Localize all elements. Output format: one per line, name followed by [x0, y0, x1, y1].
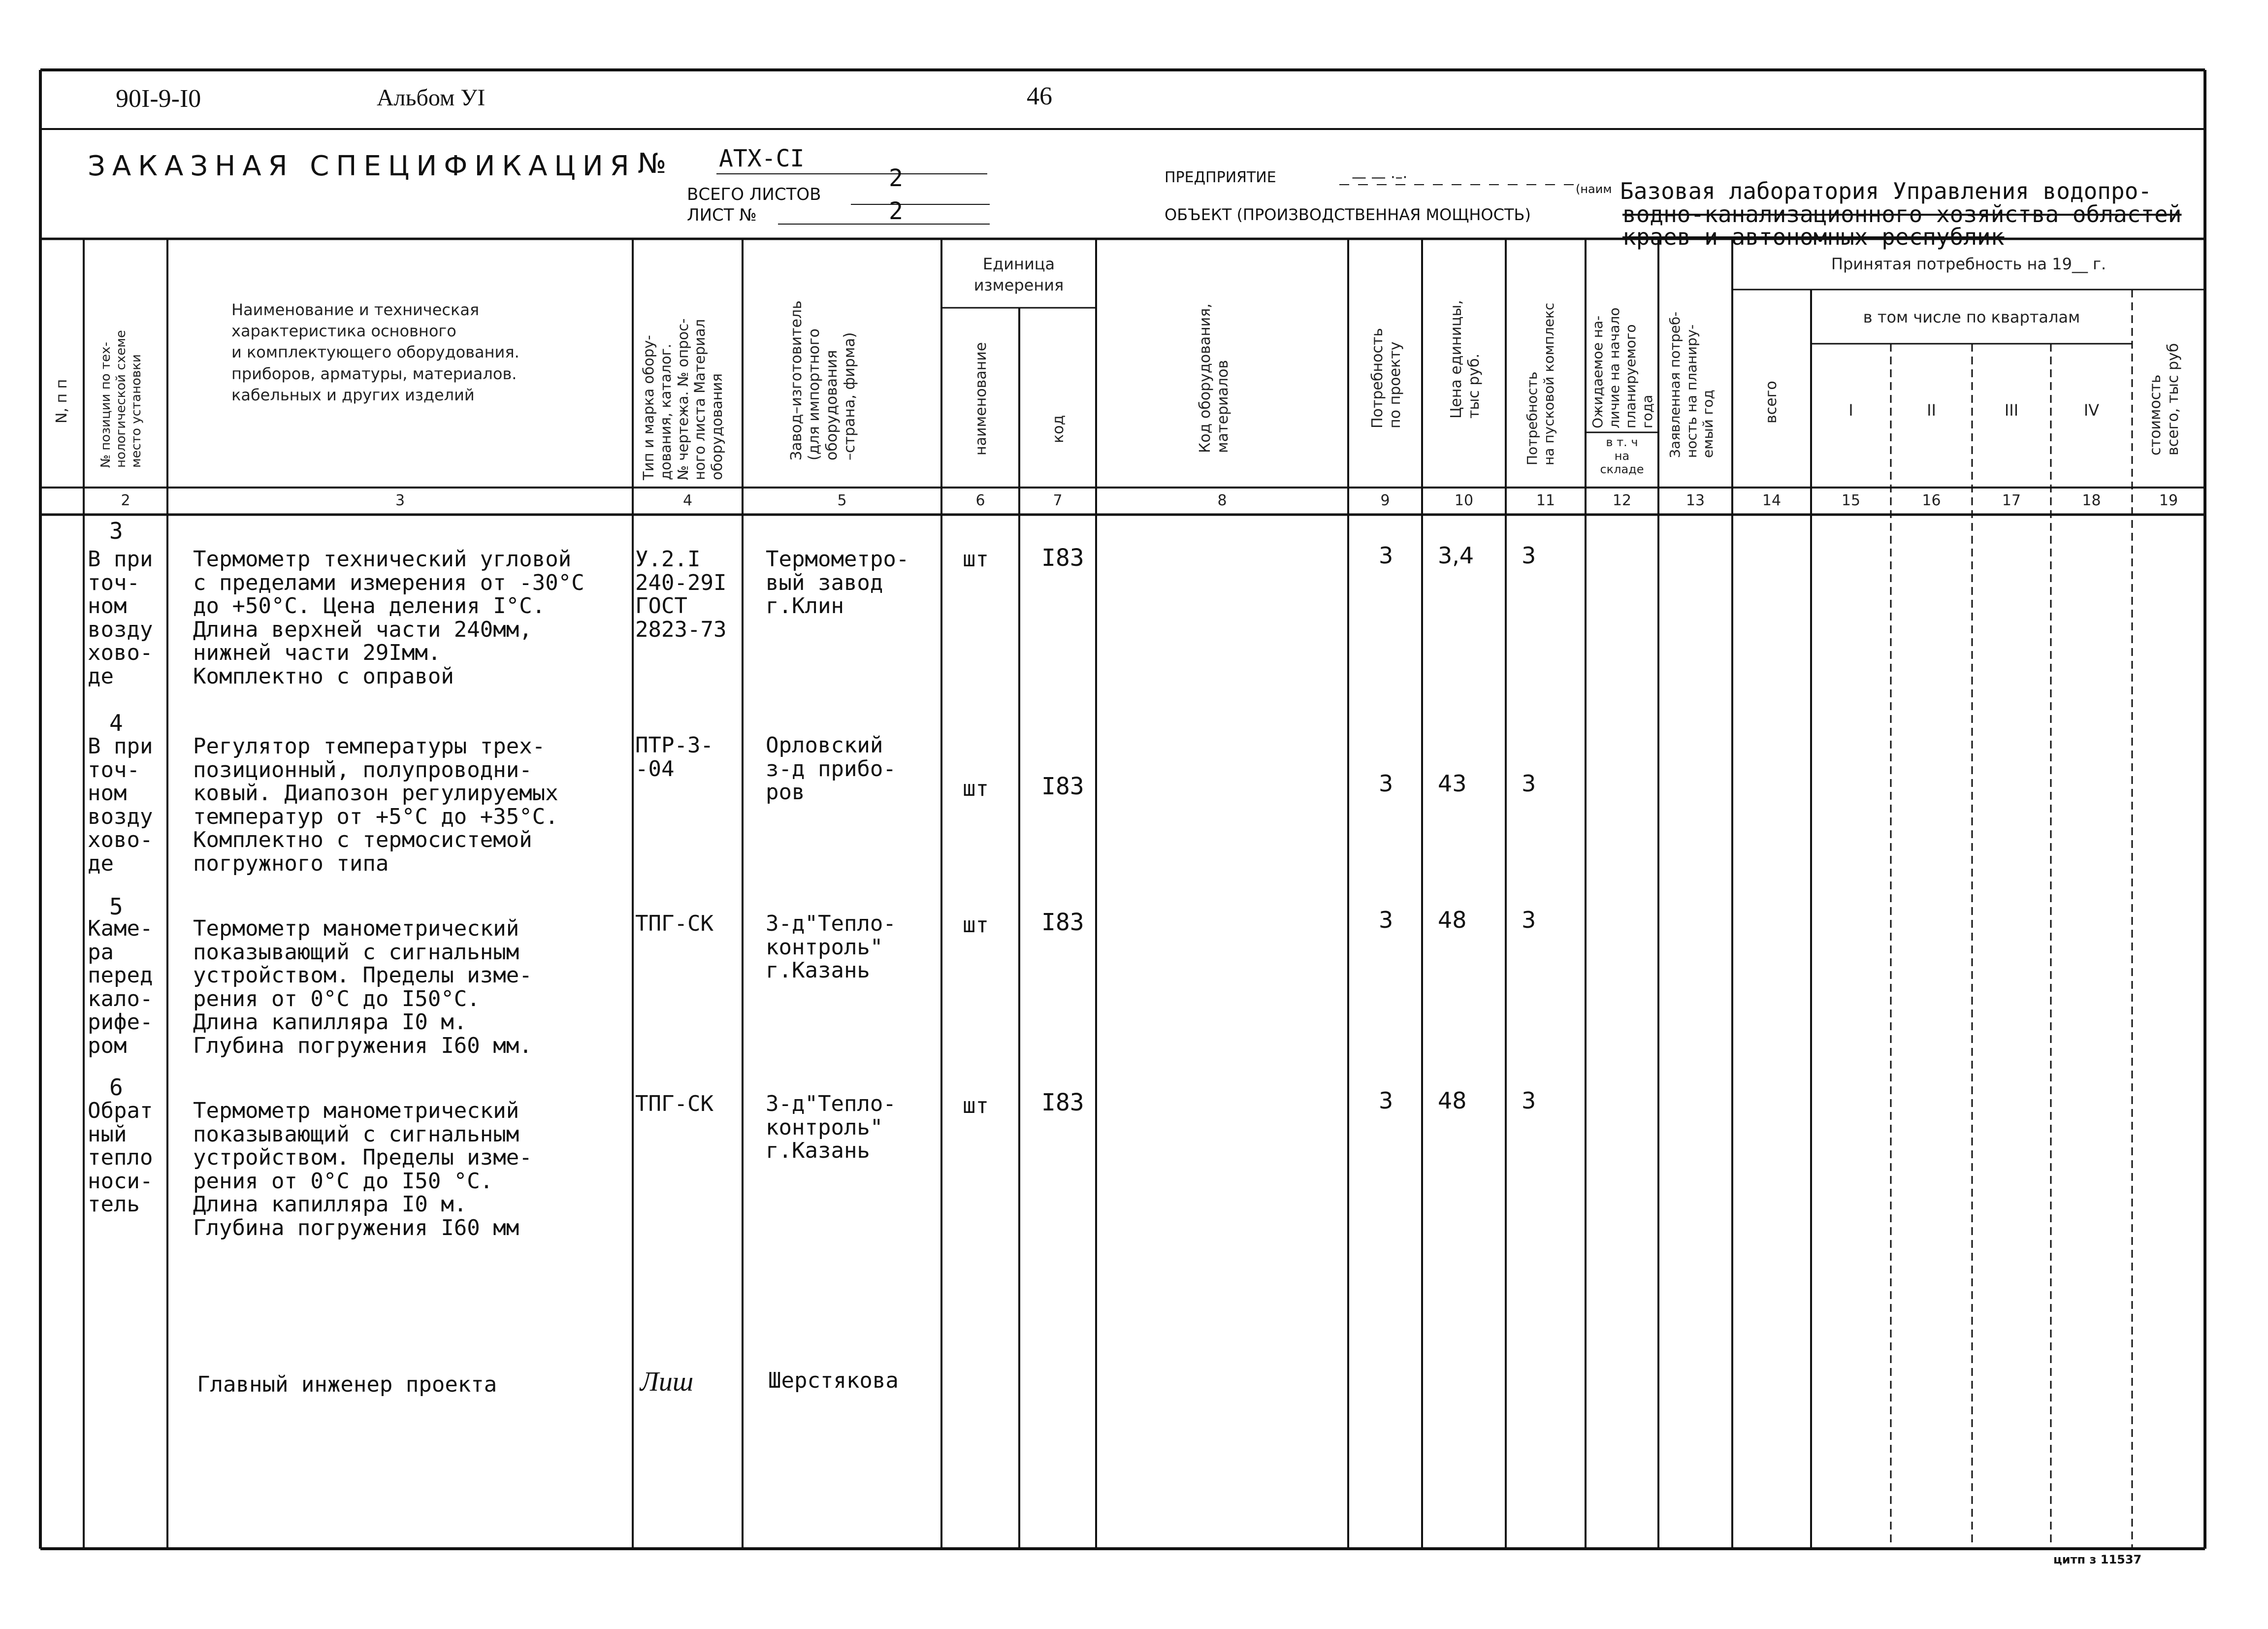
row3-need: 3 [1379, 907, 1393, 933]
colnum-17: 17 [2002, 492, 2021, 509]
total-sheets-value: 2 [889, 164, 903, 192]
object-line-1: Базовая лаборатория Управления водопро- [1620, 178, 2152, 204]
header-q1: I [1848, 401, 1853, 420]
object-label: ОБЪЕКТ (ПРОИЗВОДСТВЕННАЯ МОЩНОСТЬ) [1165, 205, 1531, 224]
colnum-10: 10 [1454, 492, 1474, 509]
row1-start: 3 [1522, 542, 1536, 569]
object-line-2: водно-канализационного хозяйства областей [1622, 201, 2182, 228]
row2-start: 3 [1522, 770, 1536, 797]
doc-code: 90I-9-I0 [116, 85, 201, 113]
colnum-18: 18 [2082, 492, 2101, 509]
colnum-5: 5 [837, 492, 847, 509]
header-col19: стоимость всего, тыс руб [2147, 343, 2182, 456]
header-col9: Потребность по проекту [1369, 327, 1404, 428]
row4-position: 6 [109, 1074, 123, 1101]
header-col11: Потребность на пусковой комплекс [1524, 302, 1557, 465]
row3-type: ТПГ-СК [635, 911, 713, 936]
row1-name: Термометр технический угловой с пределами измерения от -30°С до +50°С. Цена деления I°С. Длина верхней части 240мм, нижней части 29Iмм. Комплектно с оправой [193, 547, 584, 689]
row2-code: I83 [1041, 773, 1084, 800]
header-col12: Ожидаемое на- личие на начало планируемого года [1589, 307, 1655, 428]
colnum-6: 6 [975, 492, 985, 509]
sheet-value: 2 [889, 197, 903, 225]
header-col1: N, п п [53, 379, 70, 424]
row2-need: 3 [1379, 770, 1393, 797]
handwritten-signature: Лиш [640, 1367, 694, 1397]
header-q4: IV [2083, 401, 2100, 420]
header-col5: Завод–изготовитель (для импортного оборудования –страна, фирма) [788, 300, 858, 460]
colnum-11: 11 [1536, 492, 1555, 509]
header-q3: III [2004, 401, 2019, 420]
colnum-16: 16 [1922, 492, 1941, 509]
sheet-label: ЛИСТ № [687, 205, 757, 225]
header-accepted-demand: Принятая потребность на 19__ г. [1831, 255, 2106, 273]
row3-maker: З-д"Тепло- контроль" г.Казань [766, 911, 896, 983]
row3-start: 3 [1522, 907, 1536, 933]
colnum-14: 14 [1762, 492, 1782, 509]
header-col2: № позиции по тех- нологической схеме место установки [98, 330, 144, 468]
colnum-9: 9 [1380, 492, 1390, 509]
colnum-4: 4 [682, 492, 693, 509]
row2-position: 4 [109, 710, 123, 736]
row1-need: 3 [1379, 542, 1393, 569]
row4-maker: З-д"Тепло- контроль" г.Казань [766, 1091, 896, 1164]
row4-type: ТПГ-СК [635, 1091, 713, 1116]
enterprise-label: ПРЕДПРИЯТИЕ [1165, 169, 1276, 186]
header-col13: Заявленная потреб- ность на планиру- емый год [1667, 311, 1717, 458]
header-col12-stock: в т. ч на складе [1600, 435, 1644, 477]
colnum-19: 19 [2159, 492, 2178, 509]
header-quarters-group: в том числе по кварталам [1863, 308, 2080, 326]
colnum-7: 7 [1053, 492, 1063, 509]
spec-title: ЗАКАЗНАЯ СПЕЦИФИКАЦИЯ [88, 150, 636, 182]
total-sheets-label: ВСЕГО ЛИСТОВ [687, 185, 821, 204]
row1-code: I83 [1041, 544, 1084, 572]
colnum-12: 12 [1612, 492, 1632, 509]
row4-code: I83 [1041, 1089, 1084, 1116]
engineer-name: Шерстякова [768, 1368, 899, 1393]
colnum-13: 13 [1685, 492, 1705, 509]
row3-place: Каме- ра перед кало- рифе- ром [88, 916, 153, 1058]
number-sign: № [638, 148, 667, 180]
row3-position: 5 [109, 893, 123, 920]
header-unit-group: Единица измерения [973, 255, 1064, 295]
row3-name: Термометр манометрический показывающий с сигнальным устройством. Пределы изме- рения от 0°С до I50°С. Длина капилляра I0 м. Глубина погружения I60 мм. [193, 916, 532, 1058]
header-col7: код [1050, 415, 1067, 443]
enterprise-dash: — — ·–· [1352, 169, 1408, 186]
colnum-3: 3 [395, 492, 405, 509]
header-col8: Код оборудования, материалов [1197, 303, 1231, 453]
naim-label: (наим [1576, 182, 1612, 196]
row2-price: 43 [1438, 770, 1467, 797]
row4-start: 3 [1522, 1087, 1536, 1114]
row1-place: В при точ- ном возду хово- де [88, 547, 153, 689]
header-col10: Цена единицы, тыс руб. [1448, 300, 1483, 419]
row1-unit: шт [963, 547, 989, 572]
colnum-15: 15 [1841, 492, 1861, 509]
row4-need: 3 [1379, 1087, 1393, 1114]
row1-type: У.2.I 240-29I ГОСТ 2823-73 [635, 547, 727, 642]
row3-price: 48 [1438, 907, 1467, 933]
row4-place: Обрат ный тепло носи- тель [88, 1098, 153, 1217]
row1-position: 3 [109, 518, 123, 544]
row4-price: 48 [1438, 1087, 1467, 1114]
page-number: 46 [1027, 82, 1052, 110]
colnum-2: 2 [121, 492, 130, 509]
row2-name: Регулятор температуры трех- позиционный, полупроводни- ковый. Диапозон регулируемых температур от +5°С до +35°С. Комплектно с термосистемой погружного типа [193, 734, 558, 876]
row2-place: В при точ- ном возду хово- де [88, 734, 153, 876]
spec-number: АТХ-СI [719, 145, 805, 172]
header-q2: II [1927, 401, 1936, 420]
header-col6: наименование [972, 342, 990, 456]
row2-maker: Орловский з-д прибо- ров [766, 733, 896, 805]
header-col3: Наименование и техническая характеристика основного и комплектующего оборудования. приборов, арматуры, материалов. кабельных и других изделий [231, 300, 519, 404]
object-line-3: краев и автономных республик [1622, 224, 2005, 250]
print-stamp: цитп з 11537 [2053, 1553, 2142, 1566]
album-label: Альбом УI [377, 85, 486, 111]
header-col4: Тип и марка обору- дования, каталог. № чертежа. № опрос- ного листа Материал оборудования [640, 318, 726, 480]
row1-price: 3,4 [1438, 542, 1474, 569]
row2-type: ПТР-3- -04 [635, 733, 713, 782]
header-col14: всего [1763, 381, 1780, 424]
row4-name: Термометр манометрический показывающий с сигнальным устройством. Пределы изме- рения от 0°С до I50 °С. Длина капилляра I0 м. Глубина погружения I60 мм [193, 1098, 532, 1240]
row3-unit: шт [963, 912, 989, 938]
row2-unit: шт [963, 776, 989, 801]
colnum-8: 8 [1217, 492, 1227, 509]
row4-unit: шт [963, 1093, 989, 1118]
row3-code: I83 [1041, 909, 1084, 936]
chief-engineer-label: Главный инженер проекта [197, 1372, 497, 1397]
row1-maker: Термометро- вый завод г.Клин [766, 547, 909, 619]
